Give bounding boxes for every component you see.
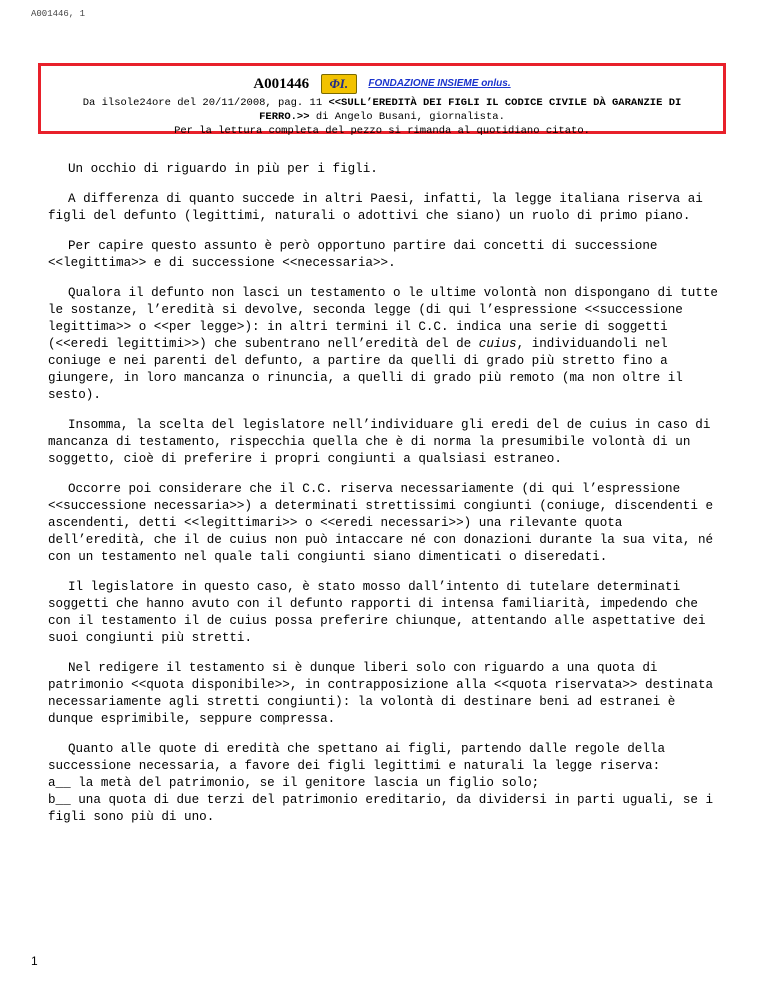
paragraph: Un occhio di riguardo in più per i figli. (68, 162, 378, 176)
article-body (48, 161, 720, 826)
page-number: 1 (31, 954, 38, 968)
document-code: A001446 (253, 76, 310, 92)
paragraph: Insomma, la scelta del legislatore nell’individuare gli eredi del de cuius in caso di mancanza di testamento, rispecchia quella che è di norma la presumibile volontà di un soggetto, cioè di preferire i propri congiunti a qualsiasi estraneo. (48, 418, 711, 466)
latin-term: cuius (478, 337, 517, 351)
article-title: <<SULL’EREDITÀ DEI FIGLI IL CODICE CIVILE DÀ GARANZIE DI FERRO.>> (259, 97, 682, 123)
page-reference: A001446, 1 (31, 9, 86, 19)
paragraph-text: Qualora il defunto non lasci un testamento o le ultime volontà non dispongano di tutte le sostanze, l’eredità si devolve, seconda legge (di qui l’espressione <<successione legittima>> o <<per legge>): in altri termini il C.C. indica una serie di soggetti (<<eredi legittimi>>) che subentrano nell’eredità del de (48, 286, 718, 351)
paragraph-text: , individuandoli nel coniuge e nei parenti del defunto, a partire da quelli di grado più stretto fino a giungere, in loro mancanza o rinuncia, a quelli di grado più remoto (ma non oltre il sesto). (48, 337, 683, 402)
source-line (41, 96, 723, 124)
list-item: b__ una quota di due terzi del patrimonio ereditario, da dividersi in parti uguali, se i figli sono più di uno. (48, 793, 714, 824)
logo-text: ΦI. (329, 76, 349, 91)
title-line (41, 72, 723, 96)
paragraph: A differenza di quanto succede in altri Paesi, infatti, la legge italiana riserva ai figli del defunto (legittimi, naturali o adottivi che siano) un ruolo di primo piano. (48, 192, 703, 223)
paragraph: Occorre poi considerare che il C.C. riserva necessariamente (di qui l’espressione <<successione necessaria>>) a determinati strettissimi congiunti (coniuge, discendenti e ascendenti, detti <<legittimari>> o <<eredi necessari>>) una rilevante quota dell’eredità, che il de cuius non può intaccare né con donazioni durante la sua vita, né con un testamento nel quale tali congiunti siano dimenticati o diseredati. (48, 482, 714, 564)
paragraph: Per capire questo assunto è però opportuno partire dai concetti di successione <<legittima>> e di successione <<necessaria>>. (48, 239, 658, 270)
paragraph: Quanto alle quote di eredità che spettano ai figli, partendo dalle regole della successione necessaria, a favore dei figli legittimi e naturali la legge riserva: (48, 742, 666, 773)
list-item: a__ la metà del patrimonio, se il genitore lascia un figlio solo; (48, 776, 540, 790)
paragraph: Il legislatore in questo caso, è stato mosso dall’intento di tutelare determinati soggetti che hanno avuto con il defunto rapporti di intensa familiarità, impedendo che con il testamento il de cuius possa preferire chiunque, attentando alle aspettative dei suoi congiunti più stretti. (48, 580, 706, 645)
paragraph: Nel redigere il testamento si è dunque liberi solo con riguardo a una quota di patrimonio <<quota disponibile>>, in contrapposizione alla <<quota riservata>> destinata necessariamente agli stretti congiunti): la volontà di destinare beni ad estranei è dunque esprimibile, seppure compressa. (48, 661, 714, 726)
foundation-logo-icon (321, 74, 357, 94)
paragraph (48, 285, 720, 404)
foundation-link[interactable]: FONDAZIONE INSIEME onlus. (368, 78, 511, 89)
reading-note: Per la lettura completa del pezzo si rimanda al quotidiano citato. (174, 125, 590, 137)
article-author: di Angelo Busani, giornalista. (315, 111, 505, 123)
header-box (38, 63, 726, 137)
source-prefix: Da ilsole24ore del 20/11/2008, pag. 11 (82, 97, 323, 109)
